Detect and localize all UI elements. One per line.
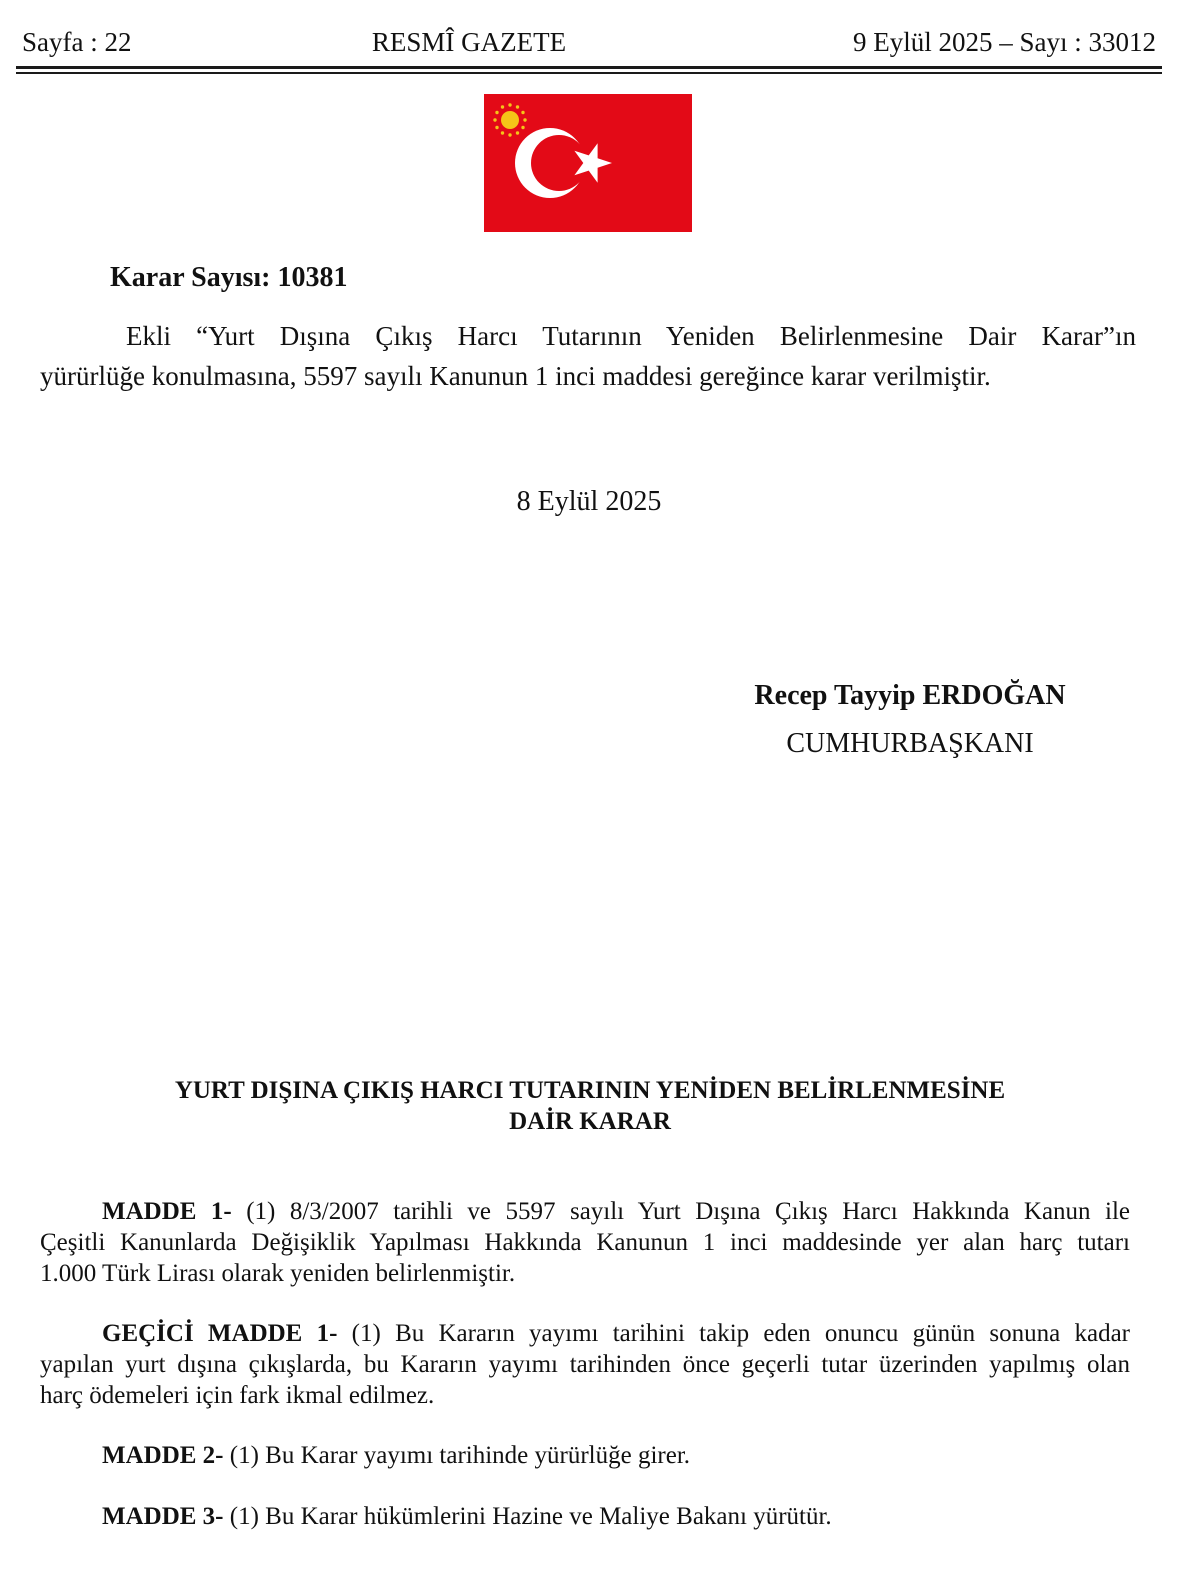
annex-title-line: DAİR KARAR <box>509 1108 671 1135</box>
article-text: (1) Bu Karar hükümlerini Hazine ve Maliye Bakanı yürütür. <box>223 1503 832 1530</box>
flag-crescent-inner <box>531 135 587 191</box>
decision-number: Karar Sayısı: 10381 <box>110 262 348 293</box>
article-line: harç ödemeleri için fark ikmal edilmez. <box>40 1382 435 1409</box>
article-label: MADDE 1- <box>102 1198 232 1225</box>
header-rule-bottom <box>16 72 1162 74</box>
article-label: MADDE 3- <box>102 1503 224 1530</box>
issue-date-number: 9 Eylül 2025 – Sayı : 33012 <box>853 27 1156 57</box>
article-line <box>40 1196 1130 1228</box>
decision-date: 8 Eylül 2025 <box>516 486 662 517</box>
intro-line: yürürlüğe konulmasına, 5597 sayılı Kanunun 1 inci maddesi gereğince karar verilmiştir. <box>40 361 991 391</box>
header-rule-top <box>16 66 1162 69</box>
article-line: yapılan yurt dışına çıkışlarda, bu Kararın yayımı tarihinden önce geçerli tutar üzerinden yapılmış olan <box>40 1351 1130 1378</box>
article-line <box>40 1440 1130 1472</box>
article-line <box>40 1501 1130 1533</box>
article-label: GEÇİCİ MADDE 1- <box>102 1320 338 1347</box>
signature-name: Recep Tayyip ERDOĞAN <box>754 680 1066 711</box>
page-number: Sayfa : 22 <box>22 27 132 57</box>
article-label: MADDE 2- <box>102 1442 224 1469</box>
article-text: (1) Bu Karar yayımı tarihinde yürürlüğe girer. <box>223 1442 691 1469</box>
article-text: (1) Bu Kararın yayımı tarihini takip eden onuncu günün sonuna kadar <box>337 1320 1130 1347</box>
intro-line: Ekli “Yurt Dışına Çıkış Harcı Tutarının Yeniden Belirlenmesine Dair Karar”ın <box>126 321 1136 351</box>
publication-name: RESMÎ GAZETE <box>371 27 567 57</box>
article-line: Çeşitli Kanunlarda Değişiklik Yapılması Hakkında Kanunun 1 inci maddesinde yer alan harç tutarı <box>40 1229 1130 1256</box>
article-line <box>40 1318 1130 1350</box>
turkish-flag-icon <box>484 94 692 232</box>
article-line: 1.000 Türk Lirası olarak yeniden belirlenmiştir. <box>40 1260 516 1287</box>
annex-title-line: YURT DIŞINA ÇIKIŞ HARCI TUTARININ YENİDEN BELİRLENMESİNE <box>174 1077 1006 1104</box>
signature-title: CUMHURBAŞKANI <box>786 728 1034 759</box>
article-text: (1) 8/3/2007 tarihli ve 5597 sayılı Yurt Dışına Çıkış Harcı Hakkında Kanun ile <box>231 1198 1131 1225</box>
